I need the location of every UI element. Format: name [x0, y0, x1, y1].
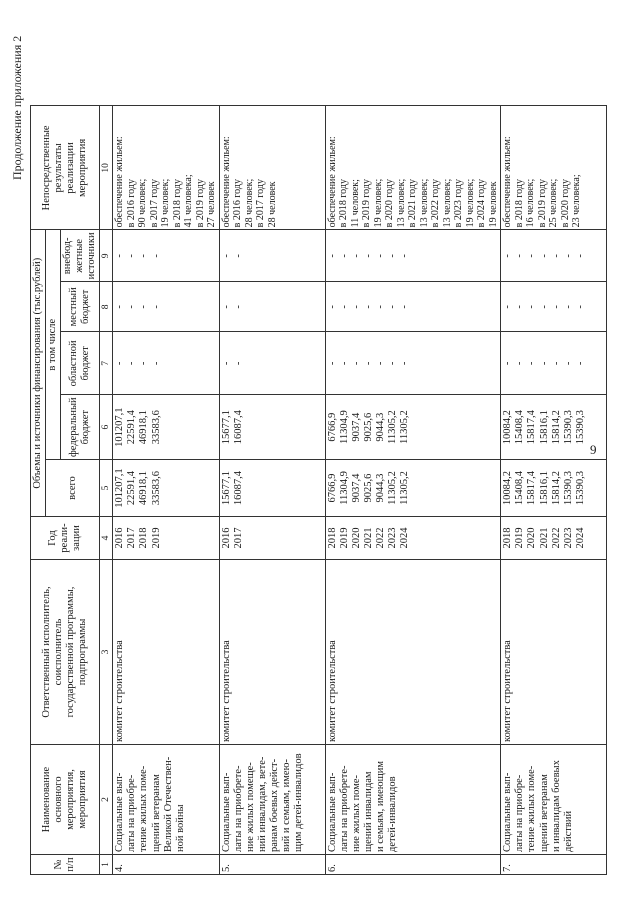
header-regional: областной бюджет	[61, 332, 100, 395]
federal-amount: 6766,9 11304,9 9037,4 9025,6 9044,3 11305,2 11305,2	[325, 395, 501, 460]
header-executor: Ответственный исполнитель, соисполнитель государственной программы, подпрограммы	[31, 560, 100, 745]
column-number-row	[100, 106, 113, 875]
local-amount: - - - - - - -	[325, 282, 501, 332]
col-number: 1	[100, 855, 113, 875]
regional-amount: - -	[219, 332, 325, 395]
page-number: 9	[590, 442, 597, 457]
table-row	[219, 106, 325, 875]
col-number: 2	[100, 745, 113, 855]
col-number: 10	[100, 106, 113, 230]
measure-name: Социальные вып- латы на приобре- тение жилых поме- щений ветеранам Великой Отечествен- ной войны	[113, 745, 220, 855]
measure-name: Социальные вып- латы на приобрете- ние жилых помеще- ний инвалидам, вете- ранам боевых дейст- вий и семьям, имею- щим детей-инвалидов	[219, 745, 325, 855]
header-results: Непосредственные результаты реализации мероприятия	[31, 106, 100, 230]
extrabudget-amount: - -	[219, 230, 325, 282]
measure-name: Социальные вып- латы на приобрете- ние жилых поме- щений инвалидам и семьям, имеющим детей-инвалидов	[325, 745, 501, 855]
regional-amount: - - - - - - -	[501, 332, 607, 395]
result-text: обеспечение жильем: в 2016 году 90 человек; в 2017 году 19 человек; в 2018 году 41 человека; в 2019 году 27 человек	[113, 106, 220, 230]
row-number: 5.	[219, 855, 325, 875]
col-number: 4	[100, 517, 113, 560]
federal-amount: 10084,2 15408,4 15817,4 15816,1 15814,2 15390,3 15390,3	[501, 395, 607, 460]
col-number: 9	[100, 230, 113, 282]
federal-amount: 15677,1 16087,4	[219, 395, 325, 460]
continuation-label: Продолжение приложения 2	[10, 35, 24, 180]
executor: комитет строительства	[501, 560, 607, 745]
table-row	[501, 106, 607, 875]
local-amount: - -	[219, 282, 325, 332]
measure-name: Социальные вып- латы на приобре- тение жилых поме- щений ветеранам и инвалидам боевых действий	[501, 745, 607, 855]
years: 2018 2019 2020 2021 2022 2023 2024	[501, 517, 607, 560]
executor: комитет строительства	[113, 560, 220, 745]
years: 2018 2019 2020 2021 2022 2023 2024	[325, 517, 501, 560]
total-amount: 15677,1 16087,4	[219, 460, 325, 517]
result-text: обеспечение жильем: в 2018 году 16 человек; в 2019 году 25 человек; в 2020 году 23 человека;	[501, 106, 607, 230]
header-local: местный бюджет	[61, 282, 100, 332]
col-number: 7	[100, 332, 113, 395]
years: 2016 2017 2018 2019	[113, 517, 220, 560]
header-total: всего	[46, 460, 100, 517]
executor: комитет строительства	[325, 560, 501, 745]
result-text: обеспечение жильем: в 2018 году 11 человек; в 2019 году 19 человек; в 2020 году 13 человек; в 2021 году 13 человек; в 2022 году 13 человек; в 2023 году 19 человек; в 2024 году 19 человек	[325, 106, 501, 230]
table-row	[113, 106, 220, 875]
table-row	[325, 106, 501, 875]
row-number: 7.	[501, 855, 607, 875]
regional-amount: - - - -	[113, 332, 220, 395]
federal-amount: 101207,1 22591,4 46918,1 33583,6	[113, 395, 220, 460]
col-number: 3	[100, 560, 113, 745]
col-number: 6	[100, 395, 113, 460]
header-row-1	[31, 106, 46, 875]
header-num: № п/п	[31, 855, 100, 875]
header-including: в том числе	[46, 230, 61, 460]
years: 2016 2017	[219, 517, 325, 560]
col-number: 5	[100, 460, 113, 517]
total-amount: 101207,1 22591,4 46918,1 33583,6	[113, 460, 220, 517]
row-number: 4.	[113, 855, 220, 875]
regional-amount: - - - - - - -	[325, 332, 501, 395]
extrabudget-amount: - - - -	[113, 230, 220, 282]
header-financing: Объемы и источники финансирования (тыс.рублей)	[31, 230, 46, 517]
row-number: 6.	[325, 855, 501, 875]
result-text: обеспечение жильем: в 2016 году 28 человек; в 2017 году 28 человек	[219, 106, 325, 230]
local-amount: - - - -	[113, 282, 220, 332]
total-amount: 6766,9 11304,9 9037,4 9025,6 9044,3 11305,2 11305,2	[325, 460, 501, 517]
extrabudget-amount: - - - - - - -	[501, 230, 607, 282]
header-federal: федеральный бюджет	[61, 395, 100, 460]
col-number: 8	[100, 282, 113, 332]
header-year: Год реали- зации	[31, 517, 100, 560]
header-extrabudget: внебюд- жетные источники	[61, 230, 100, 282]
total-amount: 10084,2 15408,4 15817,4 15816,1 15814,2 15390,3 15390,3	[501, 460, 607, 517]
header-name: Наименование основного мероприятия, мероприятия	[31, 745, 100, 855]
local-amount: - - - - - - -	[501, 282, 607, 332]
extrabudget-amount: - - - - - - -	[325, 230, 501, 282]
executor: комитет строительства	[219, 560, 325, 745]
financing-table	[30, 105, 607, 875]
